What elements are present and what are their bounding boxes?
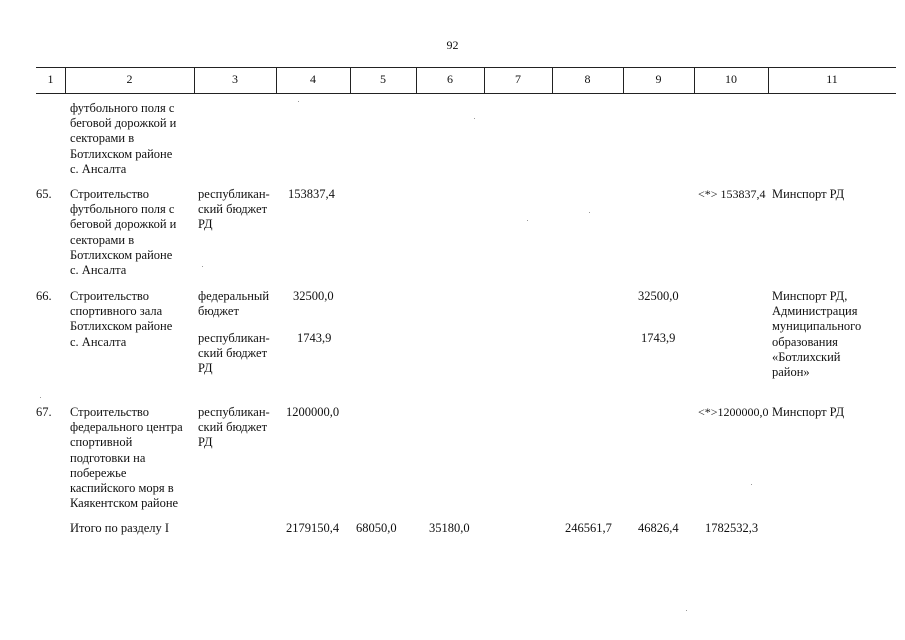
scan-speck: [202, 266, 203, 267]
total-col4: 2179150,4: [286, 521, 340, 535]
row-66-col4-republic: 1743,9: [297, 331, 332, 345]
total-col5: 68050,0: [356, 521, 397, 535]
scan-speck: [686, 610, 687, 611]
scan-speck: [751, 484, 752, 485]
row-67-col10: <*>1200000,0: [698, 405, 769, 419]
header-col-4: 4: [310, 72, 316, 86]
table-header-bottom-rule: [36, 93, 896, 94]
scan-speck: [474, 118, 475, 119]
row-65-name: Строительство футбольного поля с беговой дорожкой и секторами в Ботлихском районе с. Ансалта: [70, 187, 177, 278]
row-65-number: 65.: [36, 187, 52, 201]
row-66-col11: Минспорт РД, Администрация муниципального образования «Ботлихский район»: [772, 289, 862, 380]
scan-speck: [40, 397, 41, 398]
total-label: Итого по разделу I: [70, 521, 170, 535]
row-66-name: Строительство спортивного зала Ботлихском районе с. Ансалта: [70, 289, 173, 349]
header-col-7: 7: [515, 72, 521, 86]
row-67-source: республикан- ский бюджет РД: [198, 405, 270, 450]
header-col-2: 2: [126, 72, 133, 86]
header-col-6: 6: [447, 72, 453, 86]
header-col-5: 5: [380, 72, 386, 86]
row-67-name: Строительство федерального центра спортивной подготовки на побережье каспийского моря в Каякентском районе: [70, 405, 183, 511]
header-col-1: 1: [47, 72, 54, 86]
scan-speck: [589, 212, 590, 213]
total-col8: 246561,7: [565, 521, 612, 535]
row-66-source-federal: федеральный бюджет: [198, 289, 270, 319]
row-67-number: 67.: [36, 405, 52, 419]
row-66-col4-federal: 32500,0: [293, 289, 334, 303]
row-65-col10: <*> 153837,4: [698, 187, 766, 201]
row-65-col4: 153837,4: [288, 187, 335, 201]
row-66-number: 66.: [36, 289, 52, 303]
row-65-source: республикан- ский бюджет РД: [198, 187, 270, 232]
total-col10: 1782532,3: [705, 521, 759, 535]
page-number: 92: [446, 38, 459, 52]
header-col-11: 11: [826, 72, 838, 86]
table-top-rule: [36, 67, 896, 68]
row-65-col11: Минспорт РД: [772, 187, 845, 201]
row-66-source-republic: республикан- ский бюджет РД: [198, 331, 270, 376]
header-col-8: 8: [584, 72, 591, 86]
header-col-10: 10: [725, 72, 737, 86]
scan-speck: [298, 101, 299, 102]
row-66-col9-republic: 1743,9: [641, 331, 676, 345]
header-col-3: 3: [232, 72, 238, 86]
total-col9: 46826,4: [638, 521, 679, 535]
total-col6: 35180,0: [429, 521, 470, 535]
row-67-col4: 1200000,0: [286, 405, 340, 419]
header-col-9: 9: [655, 72, 662, 86]
scan-speck: [527, 220, 528, 221]
row-66-col9-federal: 32500,0: [638, 289, 679, 303]
continued-row-name: футбольного поля с беговой дорожкой и секторами в Ботлихском районе с. Ансалта: [70, 101, 177, 176]
row-67-col11: Минспорт РД: [772, 405, 845, 419]
